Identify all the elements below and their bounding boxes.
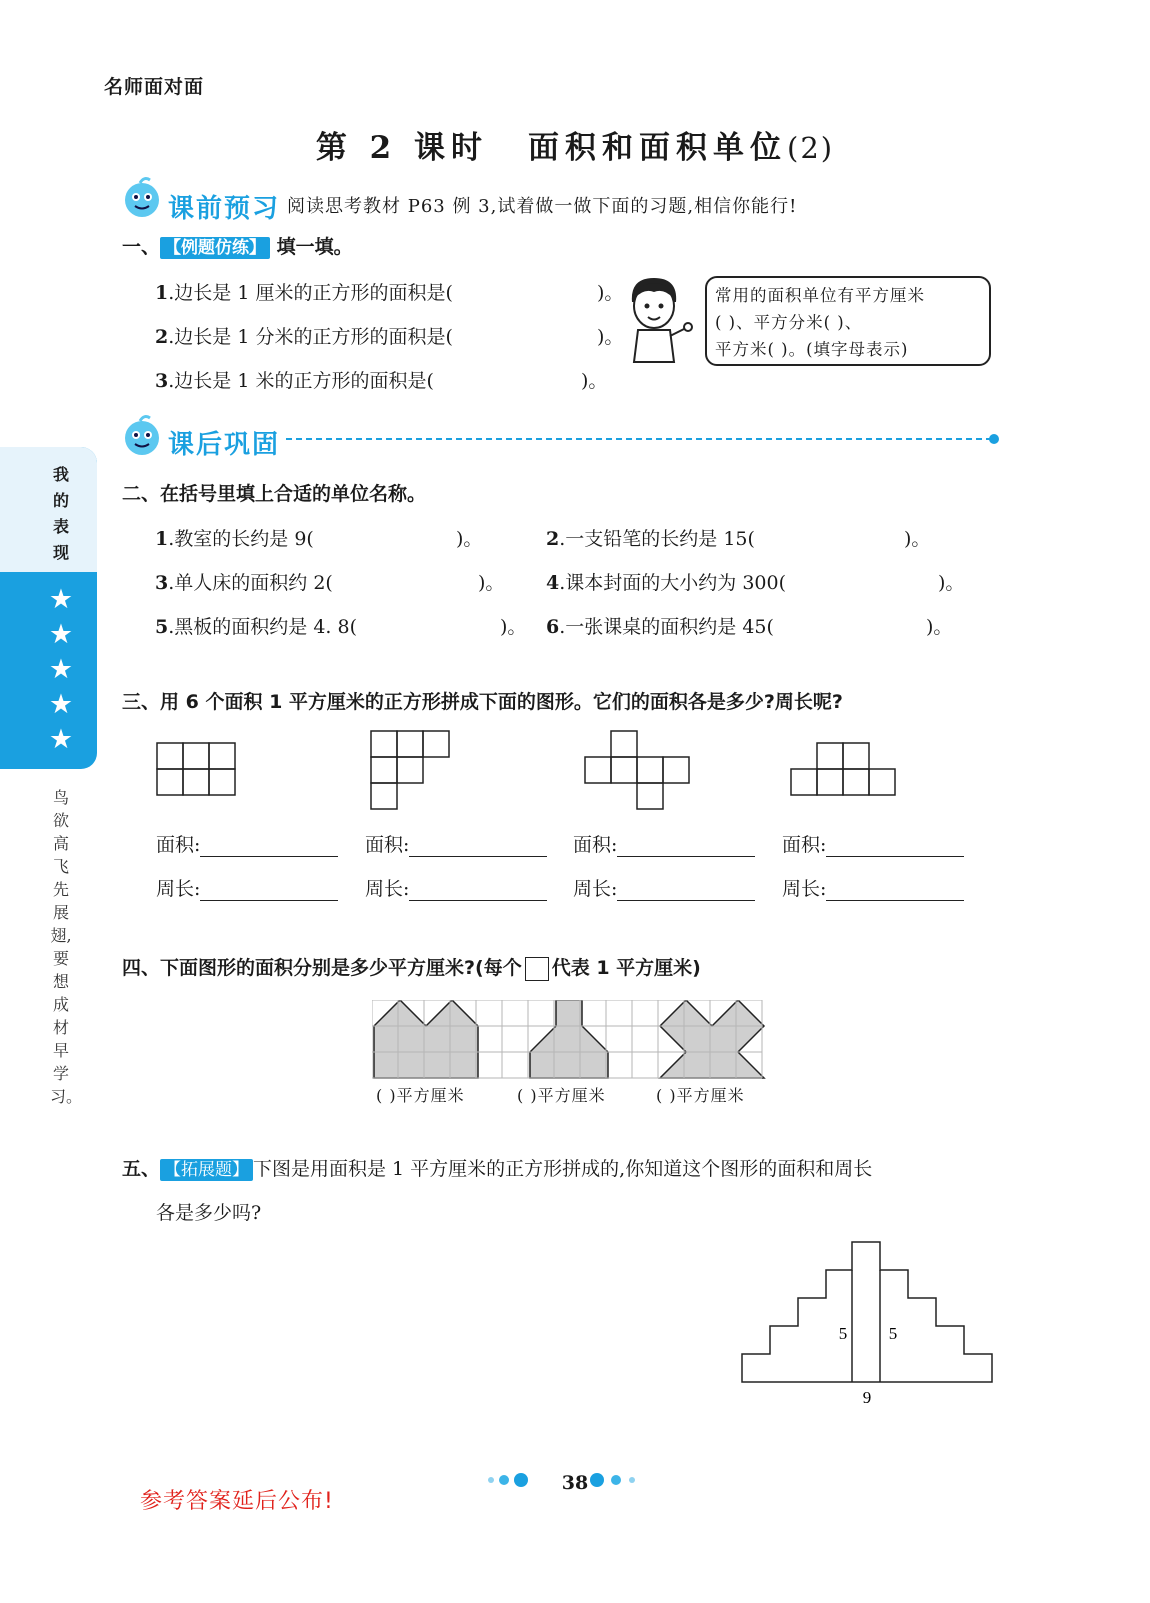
q2-item-1-text: .教室的长约是 9( xyxy=(168,528,314,550)
q1-prefix: 一、 xyxy=(122,236,161,258)
q5-line-1 xyxy=(122,1154,872,1181)
q3-shape-4 xyxy=(791,743,895,795)
answer-notice: 参考答案延后公布! xyxy=(140,1489,334,1514)
q5-line-2: 各是多少吗? xyxy=(156,1202,262,1224)
q2-item-3-num: 3 xyxy=(155,572,169,594)
lesson-part: (2) xyxy=(787,131,835,165)
mascot-icon xyxy=(120,176,164,220)
q5-label-bottom: 9 xyxy=(862,1388,872,1407)
q1-title xyxy=(122,232,353,259)
q3-area-answer-3[interactable] xyxy=(573,830,755,857)
perimeter-label: 周长: xyxy=(573,878,618,900)
performance-tab-header xyxy=(0,447,97,572)
q5-tag: 【拓展题】 xyxy=(160,1159,253,1181)
perimeter-label: 周长: xyxy=(365,878,410,900)
motto: 鸟欲高飞先展翅,要想成材早学习。 xyxy=(50,788,83,1106)
q2-item-4 xyxy=(546,568,786,595)
q2-item-4-text: .课本封面的大小约为 300( xyxy=(559,572,786,594)
q2-item-1-num: 1 xyxy=(155,528,169,550)
q2-item-6-num: 6 xyxy=(546,616,560,638)
q3-area-answer-1[interactable] xyxy=(156,830,338,857)
q1-item-2-num: 2 xyxy=(155,326,169,348)
q2-item-2-num: 2 xyxy=(546,528,560,550)
answer-line[interactable] xyxy=(409,882,547,901)
q2-item-2-close: )。 xyxy=(904,528,931,550)
lesson-number: 第 2 课时 xyxy=(315,130,489,166)
q4-grid-figures xyxy=(372,1000,768,1084)
area-label: 面积: xyxy=(782,834,827,856)
answer-line[interactable] xyxy=(826,838,964,857)
section-divider xyxy=(286,432,1002,446)
answer-line[interactable] xyxy=(200,882,338,901)
q5-text-1: 下图是用面积是 1 平方厘米的正方形拼成的,你知道这个图形的面积和周长 xyxy=(253,1158,873,1180)
rating-stars[interactable] xyxy=(44,582,78,757)
star-icon[interactable]: ★ xyxy=(48,584,74,615)
answer-line[interactable] xyxy=(617,838,755,857)
q3-shape-1 xyxy=(157,743,235,795)
q3-area-answer-2[interactable] xyxy=(365,830,547,857)
q2-item-6-close: )。 xyxy=(926,616,953,638)
q2-item-5 xyxy=(155,612,357,639)
q3-shapes xyxy=(156,728,916,812)
bubble-line-2: ( )、平方分米( )、 xyxy=(715,313,863,332)
q3-area-answer-4[interactable] xyxy=(782,830,964,857)
q1-item-3-num: 3 xyxy=(155,370,169,392)
unit-square-icon xyxy=(525,957,549,981)
q1-item-3-text: .边长是 1 米的正方形的面积是( xyxy=(168,370,434,392)
q5-label-right: 5 xyxy=(888,1324,898,1343)
area-label: 面积: xyxy=(365,834,410,856)
q3-perimeter-answer-2[interactable] xyxy=(365,874,547,901)
area-label: 面积: xyxy=(573,834,618,856)
q1-item-3 xyxy=(155,366,434,393)
q1-tag: 【例题仿练】 xyxy=(160,237,270,259)
q2-item-2-text: .一支铅笔的长约是 15( xyxy=(559,528,755,550)
bubble-line-3: 平方米( )。(填字母表示) xyxy=(715,340,909,359)
q3-shape-3 xyxy=(585,731,689,809)
q1-title-text: 填一填。 xyxy=(276,236,353,258)
q5-label-left: 5 xyxy=(838,1324,848,1343)
answer-line[interactable] xyxy=(826,882,964,901)
q2-item-1-close: )。 xyxy=(456,528,483,550)
q1-item-1-text: .边长是 1 厘米的正方形的面积是( xyxy=(168,282,453,304)
star-icon[interactable]: ★ xyxy=(48,654,74,685)
section-heading-preview: 课前预习 xyxy=(168,194,281,224)
perimeter-label: 周长: xyxy=(782,878,827,900)
boy-teacher-icon xyxy=(620,272,700,364)
brand-label: 名师面对面 xyxy=(104,76,205,98)
q2-item-5-close: )。 xyxy=(500,616,527,638)
bubble-line-1: 常用的面积单位有平方厘米 xyxy=(715,286,925,305)
q5-prefix: 五、 xyxy=(122,1158,161,1180)
star-icon[interactable]: ★ xyxy=(48,619,74,650)
q2-item-3 xyxy=(155,568,333,595)
performance-label: 我的表现 xyxy=(52,465,69,562)
speech-bubble xyxy=(705,276,991,366)
q4-title-a: 四、下面图形的面积分别是多少平方厘米?(每个 xyxy=(122,957,522,979)
area-label: 面积: xyxy=(156,834,201,856)
q4-title-b: 代表 1 平方厘米) xyxy=(551,957,701,979)
mascot-icon xyxy=(120,414,164,458)
q1-item-2 xyxy=(155,322,453,349)
q4-title xyxy=(122,953,701,981)
answer-line[interactable] xyxy=(409,838,547,857)
q3-shape-2 xyxy=(371,731,449,809)
q4-answer-1[interactable]: ( )平方厘米 xyxy=(376,1086,465,1105)
q1-item-1-close: )。 xyxy=(597,282,624,304)
q3-title: 三、用 6 个面积 1 平方厘米的正方形拼成下面的图形。它们的面积各是多少?周长呢? xyxy=(122,691,843,713)
q2-item-1 xyxy=(155,524,314,551)
q1-item-2-text: .边长是 1 分米的正方形的面积是( xyxy=(168,326,453,348)
q2-item-6 xyxy=(546,612,774,639)
q1-item-1-num: 1 xyxy=(155,282,169,304)
q3-perimeter-answer-4[interactable] xyxy=(782,874,964,901)
q1-item-3-close: )。 xyxy=(581,370,608,392)
perimeter-label: 周长: xyxy=(156,878,201,900)
page-dots-right-icon xyxy=(588,1472,640,1488)
q2-item-4-close: )。 xyxy=(938,572,965,594)
q4-answer-3[interactable]: ( )平方厘米 xyxy=(656,1086,745,1105)
q4-answer-2[interactable]: ( )平方厘米 xyxy=(517,1086,606,1105)
q2-title: 二、在括号里填上合适的单位名称。 xyxy=(122,483,427,505)
q2-item-5-text: .黑板的面积约是 4. 8( xyxy=(168,616,357,638)
q3-perimeter-answer-1[interactable] xyxy=(156,874,338,901)
lesson-topic: 面积和面积单位 xyxy=(528,130,788,166)
section-heading-review: 课后巩固 xyxy=(168,430,281,460)
staircase-outline xyxy=(742,1242,992,1382)
q2-item-5-num: 5 xyxy=(155,616,169,638)
answer-line[interactable] xyxy=(200,838,338,857)
q1-item-1 xyxy=(155,278,453,305)
q2-item-2 xyxy=(546,524,755,551)
q2-item-4-num: 4 xyxy=(546,572,560,594)
answer-line[interactable] xyxy=(617,882,755,901)
q2-item-6-text: .一张课桌的面积约是 45( xyxy=(559,616,774,638)
q5-staircase-figure xyxy=(740,1240,996,1408)
lesson-title xyxy=(0,122,1150,167)
page-number: 38 xyxy=(561,1472,589,1494)
q2-item-3-close: )。 xyxy=(478,572,505,594)
q1-item-2-close: )。 xyxy=(597,326,624,348)
q2-item-3-text: .单人床的面积约 2( xyxy=(168,572,333,594)
star-icon[interactable]: ★ xyxy=(48,724,74,755)
preview-intro: 阅读思考教材 P63 例 3,试着做一做下面的习题,相信你能行! xyxy=(287,196,798,217)
star-icon[interactable]: ★ xyxy=(48,689,74,720)
q3-perimeter-answer-3[interactable] xyxy=(573,874,755,901)
